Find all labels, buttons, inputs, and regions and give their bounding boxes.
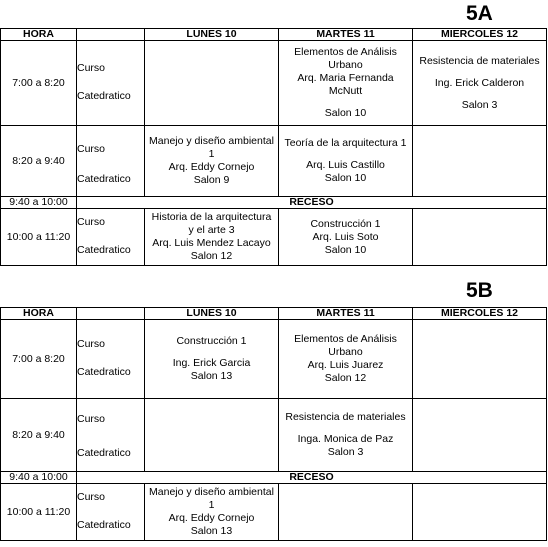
catedratico-label: Catedratico [77, 90, 131, 102]
cell-text-line: Salon 3 [461, 98, 498, 111]
schedule-table-5a [0, 28, 547, 266]
class-cell-lunes [145, 320, 279, 399]
cell-text-line: Salon 3 [327, 446, 364, 458]
cell-text-line: Urbano [328, 346, 363, 358]
cell-text-line: 1 [208, 148, 215, 160]
cell-text-line: McNutt [328, 85, 363, 97]
cell-text-line: Inga. Monica de Paz [297, 433, 394, 445]
schedule-table-5b [0, 307, 547, 541]
cell-spacer [279, 150, 412, 159]
receso-label: RECESO [77, 197, 547, 209]
cell-text-line: Construcción 1 [310, 217, 381, 230]
catedratico-label: Catedratico [77, 173, 131, 185]
receso-label: RECESO [77, 472, 547, 484]
cell-text-line: Resistencia de materiales [285, 411, 406, 423]
class-cell-miercoles [413, 399, 547, 472]
header-miercoles: MIERCOLES 12 [413, 308, 547, 320]
cell-text-line: Salon 10 [324, 107, 367, 119]
class-cell-lunes [145, 399, 279, 472]
header-blank [77, 29, 145, 41]
cell-spacer [145, 348, 278, 357]
cell-text-line: Teoría de la arquitectura 1 [284, 137, 407, 149]
class-cell-martes [279, 320, 413, 399]
cell-text-line: Manejo y diseño ambiental [149, 486, 274, 498]
time-slot: 8:20 a 9:40 [1, 126, 77, 197]
cell-text-line: Historia de la arquitectura [151, 211, 272, 223]
cell-text-line: Elementos de Análisis [294, 333, 397, 345]
cell-text-line: Ing. Erick Garcia [172, 357, 251, 369]
row-labels [77, 399, 145, 472]
catedratico-label: Catedratico [77, 244, 131, 256]
group-title-5a: 5A [466, 2, 493, 25]
cell-text-line: Arq. Maria Fernanda [297, 72, 394, 84]
header-hora: HORA [1, 29, 77, 41]
cell-text-line: Arq. Eddy Cornejo [168, 161, 255, 173]
class-cell-miercoles [413, 126, 547, 197]
time-row [1, 41, 547, 126]
header-lunes: LUNES 10 [145, 308, 279, 320]
time-slot: 7:00 a 8:20 [1, 320, 77, 399]
row-labels [77, 320, 145, 399]
receso-time: 9:40 a 10:00 [1, 197, 77, 209]
cell-text-line: Construcción 1 [176, 335, 247, 347]
receso-row [1, 197, 547, 209]
receso-time: 9:40 a 10:00 [1, 472, 77, 484]
cell-text-line: Resistencia de materiales [419, 54, 540, 67]
curso-label: Curso [77, 216, 106, 228]
curso-label: Curso [77, 143, 106, 155]
cell-text-line: 1 [208, 499, 215, 511]
header-miercoles: MIERCOLES 12 [413, 29, 547, 41]
header-row [1, 308, 547, 320]
class-cell-lunes [145, 126, 279, 197]
time-row [1, 484, 547, 541]
cell-text-line: Salon 10 [324, 172, 367, 184]
cell-text-line: Arq. Eddy Cornejo [168, 512, 255, 524]
header-hora: HORA [1, 308, 77, 320]
class-cell-miercoles [413, 484, 547, 541]
time-slot: 10:00 a 11:20 [1, 209, 77, 266]
cell-text-line: Salon 9 [193, 174, 230, 186]
header-row [1, 29, 547, 41]
cell-text-line: Salon 13 [190, 525, 233, 537]
cell-text-line: Urbano [328, 59, 363, 71]
row-labels [77, 209, 145, 266]
time-slot: 10:00 a 11:20 [1, 484, 77, 541]
receso-row [1, 472, 547, 484]
catedratico-label: Catedratico [77, 519, 131, 531]
catedratico-label: Catedratico [77, 366, 131, 378]
time-slot: 8:20 a 9:40 [1, 399, 77, 472]
class-cell-martes [279, 209, 413, 266]
row-labels [77, 41, 145, 126]
time-slot: 7:00 a 8:20 [1, 41, 77, 126]
cell-text-line: Salon 12 [190, 250, 233, 262]
cell-text-line: Ing. Erick Calderon [434, 76, 525, 89]
cell-text-line: y el arte 3 [188, 224, 235, 236]
class-cell-miercoles [413, 209, 547, 266]
cell-spacer [413, 90, 546, 99]
time-row [1, 209, 547, 266]
catedratico-label: Catedratico [77, 447, 131, 459]
curso-label: Curso [77, 62, 106, 74]
row-labels [77, 126, 145, 197]
class-cell-martes [279, 126, 413, 197]
header-blank [77, 308, 145, 320]
cell-text-line: Salon 12 [324, 372, 367, 384]
curso-label: Curso [77, 413, 106, 425]
cell-spacer [279, 424, 412, 433]
class-cell-martes [279, 41, 413, 126]
time-row [1, 399, 547, 472]
curso-label: Curso [77, 338, 106, 350]
class-cell-lunes [145, 209, 279, 266]
header-martes: MARTES 11 [279, 308, 413, 320]
class-cell-miercoles [413, 41, 547, 126]
cell-text-line: Arq. Luis Mendez Lacayo [152, 237, 271, 249]
class-cell-lunes [145, 41, 279, 126]
cell-text-line: Salon 10 [324, 243, 367, 256]
cell-text-line: Elementos de Análisis [294, 46, 397, 58]
class-cell-lunes [145, 484, 279, 541]
cell-text-line: Arq. Luis Castillo [306, 159, 385, 171]
header-martes: MARTES 11 [279, 29, 413, 41]
cell-text-line: Arq. Luis Soto [312, 230, 379, 243]
cell-text-line: Salon 13 [190, 370, 233, 382]
cell-spacer [413, 68, 546, 77]
time-row [1, 126, 547, 197]
class-cell-miercoles [413, 320, 547, 399]
curso-label: Curso [77, 491, 106, 503]
time-row [1, 320, 547, 399]
class-cell-martes [279, 484, 413, 541]
cell-spacer [279, 98, 412, 107]
class-cell-martes [279, 399, 413, 472]
cell-text-line: Manejo y diseño ambiental [149, 135, 274, 147]
header-lunes: LUNES 10 [145, 29, 279, 41]
group-title-5b: 5B [466, 279, 493, 302]
cell-text-line: Arq. Luis Juarez [307, 359, 384, 371]
row-labels [77, 484, 145, 541]
